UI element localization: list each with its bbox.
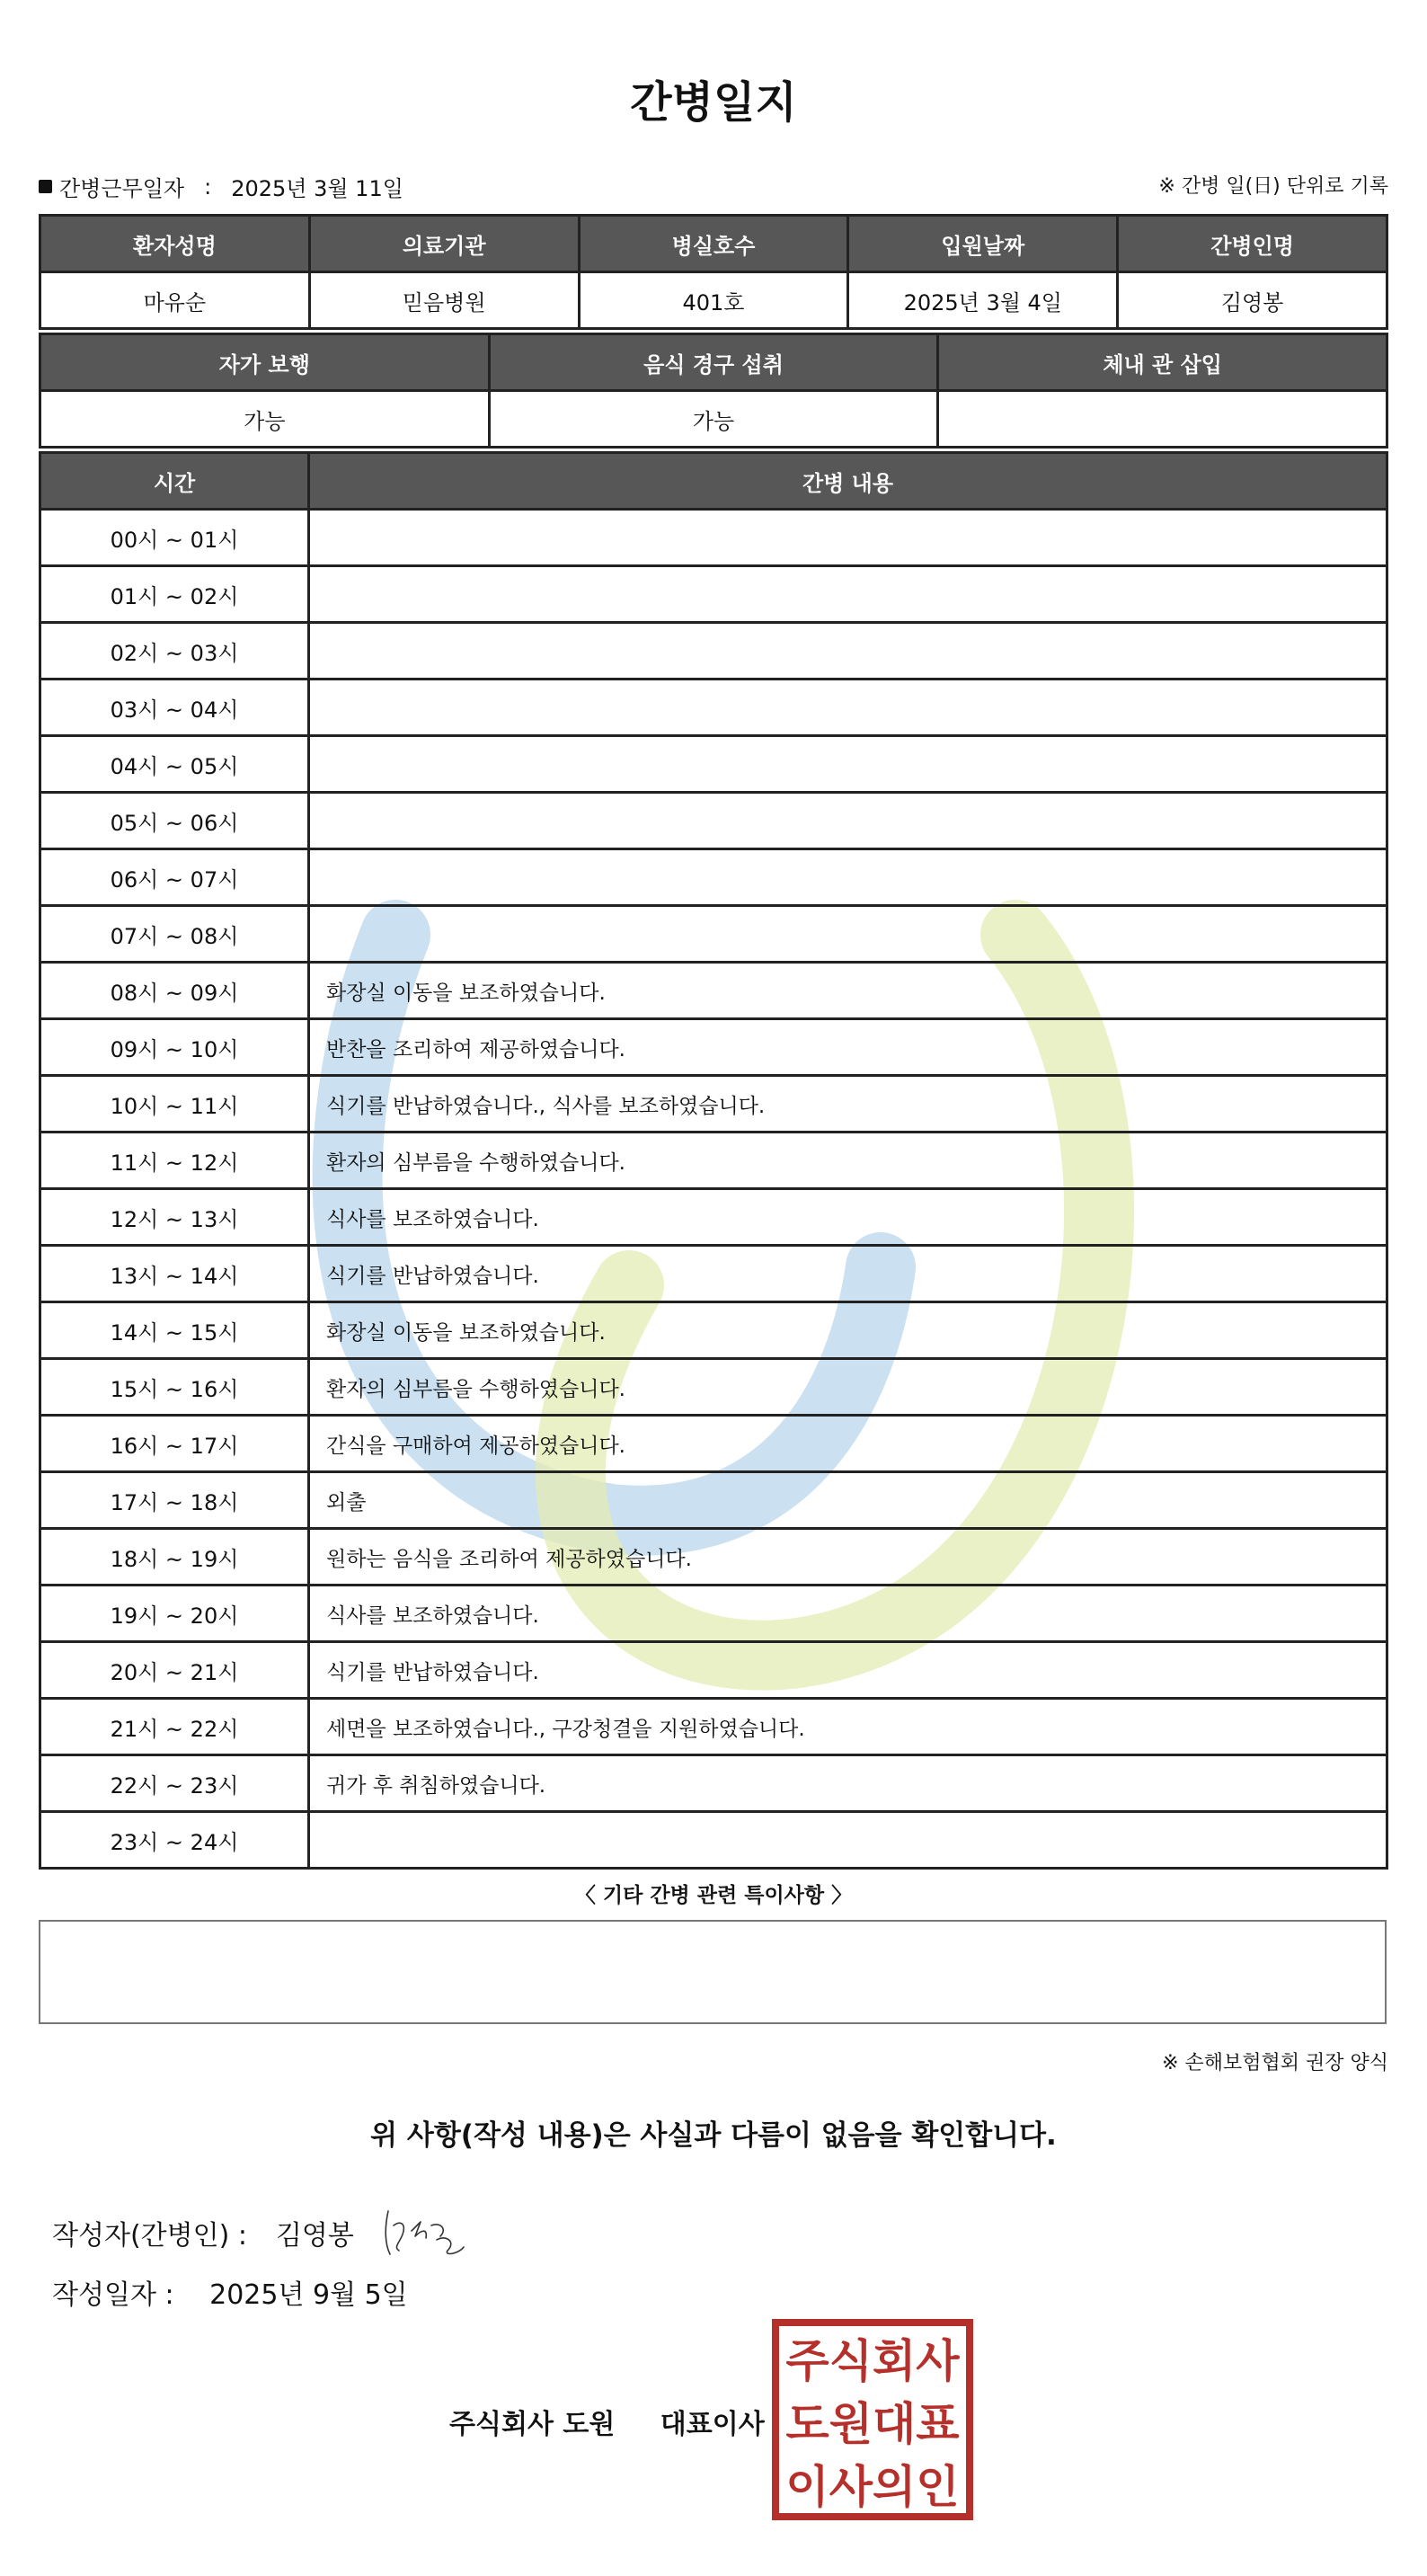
care-log-content: 식기를 반납하였습니다. (309, 1642, 1387, 1699)
care-log-row (40, 1586, 1387, 1642)
oral-intake-value: 가능 (489, 391, 938, 448)
care-log-rows (40, 510, 1387, 1869)
care-log-content: 화장실 이동을 보조하였습니다. (309, 963, 1387, 1019)
admission-date-value: 2025년 3월 4일 (848, 272, 1118, 329)
writer-name: 김영봉 (275, 2220, 354, 2252)
care-log-row (40, 1302, 1387, 1359)
official-seal-stamp (772, 2319, 973, 2520)
care-log-content: 외출 (309, 1472, 1387, 1529)
written-date-line (52, 2272, 408, 2312)
seal-line-2: 도원대표 (785, 2398, 960, 2450)
care-log-row (40, 963, 1387, 1019)
care-log-time: 23시 ~ 24시 (40, 1812, 309, 1869)
patient-info-header-row (40, 216, 1387, 272)
care-log-time: 00시 ~ 01시 (40, 510, 309, 566)
header-caregiver-name: 간병인명 (1118, 216, 1387, 272)
care-log-content (309, 566, 1387, 623)
care-log-row (40, 1076, 1387, 1133)
writer-line (52, 2204, 471, 2261)
care-log-time: 22시 ~ 23시 (40, 1755, 309, 1812)
care-log-content: 식사를 보조하였습니다. (309, 1189, 1387, 1246)
care-log-time: 13시 ~ 14시 (40, 1246, 309, 1302)
care-log-row (40, 1699, 1387, 1755)
care-log-time: 02시 ~ 03시 (40, 623, 309, 680)
header-care-content: 간병 내용 (309, 453, 1387, 510)
caregiver-name-value: 김영봉 (1118, 272, 1387, 329)
care-log-content: 간식을 구매하여 제공하였습니다. (309, 1416, 1387, 1472)
care-log-content (309, 510, 1387, 566)
room-number-value: 401호 (579, 272, 848, 329)
patient-status-table (39, 333, 1388, 449)
header-patient-name: 환자성명 (40, 216, 310, 272)
care-log-row (40, 1019, 1387, 1076)
care-log-content: 귀가 후 취침하였습니다. (309, 1755, 1387, 1812)
care-log-time: 10시 ~ 11시 (40, 1076, 309, 1133)
care-log-row (40, 736, 1387, 793)
care-log-header-row (40, 453, 1387, 510)
care-log-content: 식사를 보조하였습니다. (309, 1586, 1387, 1642)
work-date-value: 2025년 3월 11일 (231, 176, 403, 201)
care-log-time: 01시 ~ 02시 (40, 566, 309, 623)
square-bullet-icon (39, 180, 52, 193)
header-oral-intake: 음식 경구 섭취 (489, 334, 938, 391)
care-log-time: 06시 ~ 07시 (40, 849, 309, 906)
patient-status-value-row (40, 391, 1387, 448)
patient-status-header-row (40, 334, 1387, 391)
care-log-content (309, 906, 1387, 963)
care-log-row (40, 1472, 1387, 1529)
care-log-content (309, 736, 1387, 793)
care-log-content (309, 623, 1387, 680)
care-log-time: 12시 ~ 13시 (40, 1189, 309, 1246)
special-notes-box (39, 1920, 1387, 2024)
recommend-format-note: ※ 손해보험협회 권장 양식 (1162, 2052, 1388, 2074)
care-log-row (40, 1642, 1387, 1699)
care-log-content: 식기를 반납하였습니다. (309, 1246, 1387, 1302)
care-log-content: 식기를 반납하였습니다., 식사를 보조하였습니다. (309, 1076, 1387, 1133)
patient-info-table (39, 214, 1388, 330)
company-signature-line (449, 2402, 765, 2441)
work-date-line (39, 171, 403, 202)
care-log-table (39, 451, 1388, 1870)
care-log-row (40, 1246, 1387, 1302)
care-log-time: 17시 ~ 18시 (40, 1472, 309, 1529)
care-log-row (40, 680, 1387, 736)
care-log-row (40, 849, 1387, 906)
care-log-row (40, 623, 1387, 680)
work-date-label: 간병근무일자 (59, 176, 185, 201)
care-log-time: 21시 ~ 22시 (40, 1699, 309, 1755)
care-log-time: 19시 ~ 20시 (40, 1586, 309, 1642)
care-log-content (309, 793, 1387, 849)
care-log-row (40, 1755, 1387, 1812)
care-log-row (40, 566, 1387, 623)
work-date-separator: : (204, 173, 212, 200)
care-log-time: 03시 ~ 04시 (40, 680, 309, 736)
header-time: 시간 (40, 453, 309, 510)
header-hospital: 의료기관 (309, 216, 579, 272)
care-log-time: 14시 ~ 15시 (40, 1302, 309, 1359)
confirmation-statement: 위 사항(작성 내용)은 사실과 다름이 없음을 확인합니다. (370, 2119, 1057, 2152)
patient-name-value: 마유순 (40, 272, 310, 329)
care-log-row (40, 1812, 1387, 1869)
patient-info-value-row (40, 272, 1387, 329)
hospital-value: 믿음병원 (309, 272, 579, 329)
care-log-time: 04시 ~ 05시 (40, 736, 309, 793)
tube-insertion-value (938, 391, 1387, 448)
care-log-content: 원하는 음식을 조리하여 제공하였습니다. (309, 1529, 1387, 1586)
care-log-content: 환자의 심부름을 수행하였습니다. (309, 1359, 1387, 1416)
seal-line-3: 이사의인 (785, 2461, 960, 2513)
care-log-row (40, 1529, 1387, 1586)
care-log-row (40, 1133, 1387, 1189)
handwritten-signature (381, 2204, 471, 2261)
care-log-time: 09시 ~ 10시 (40, 1019, 309, 1076)
care-log-row (40, 1189, 1387, 1246)
company-role: 대표이사 (660, 2409, 765, 2440)
care-log-row (40, 906, 1387, 963)
care-log-content: 반찬을 조리하여 제공하였습니다. (309, 1019, 1387, 1076)
care-log-row (40, 1416, 1387, 1472)
care-log-content: 환자의 심부름을 수행하였습니다. (309, 1133, 1387, 1189)
care-log-content: 화장실 이동을 보조하였습니다. (309, 1302, 1387, 1359)
written-date-value: 2025년 9월 5일 (209, 2279, 408, 2311)
care-log-time: 11시 ~ 12시 (40, 1133, 309, 1189)
care-log-time: 18시 ~ 19시 (40, 1529, 309, 1586)
self-walking-value: 가능 (40, 391, 490, 448)
company-name: 주식회사 도원 (449, 2409, 616, 2440)
seal-line-1: 주식회사 (785, 2335, 960, 2387)
care-log-time: 15시 ~ 16시 (40, 1359, 309, 1416)
header-tube-insertion: 체내 관 삽입 (938, 334, 1387, 391)
header-admission-date: 입원날짜 (848, 216, 1118, 272)
care-log-time: 20시 ~ 21시 (40, 1642, 309, 1699)
care-log-time: 08시 ~ 09시 (40, 963, 309, 1019)
writer-label: 작성자(간병인) : (52, 2220, 247, 2252)
care-log-time: 16시 ~ 17시 (40, 1416, 309, 1472)
care-log-content (309, 1812, 1387, 1869)
care-log-row (40, 510, 1387, 566)
care-log-content (309, 849, 1387, 906)
header-room-number: 병실호수 (579, 216, 848, 272)
special-notes-title: 〈 기타 간병 관련 특이사항 〉 (574, 1884, 853, 1907)
care-log-content: 세면을 보조하였습니다., 구강청결을 지원하였습니다. (309, 1699, 1387, 1755)
page-title: 간병일지 (630, 77, 797, 128)
written-date-label: 작성일자 : (52, 2279, 174, 2311)
header-self-walking: 자가 보행 (40, 334, 490, 391)
care-log-content (309, 680, 1387, 736)
care-log-row (40, 1359, 1387, 1416)
care-log-time: 07시 ~ 08시 (40, 906, 309, 963)
record-unit-note: ※ 간병 일(日) 단위로 기록 (1158, 175, 1388, 198)
care-log-time: 05시 ~ 06시 (40, 793, 309, 849)
care-log-row (40, 793, 1387, 849)
